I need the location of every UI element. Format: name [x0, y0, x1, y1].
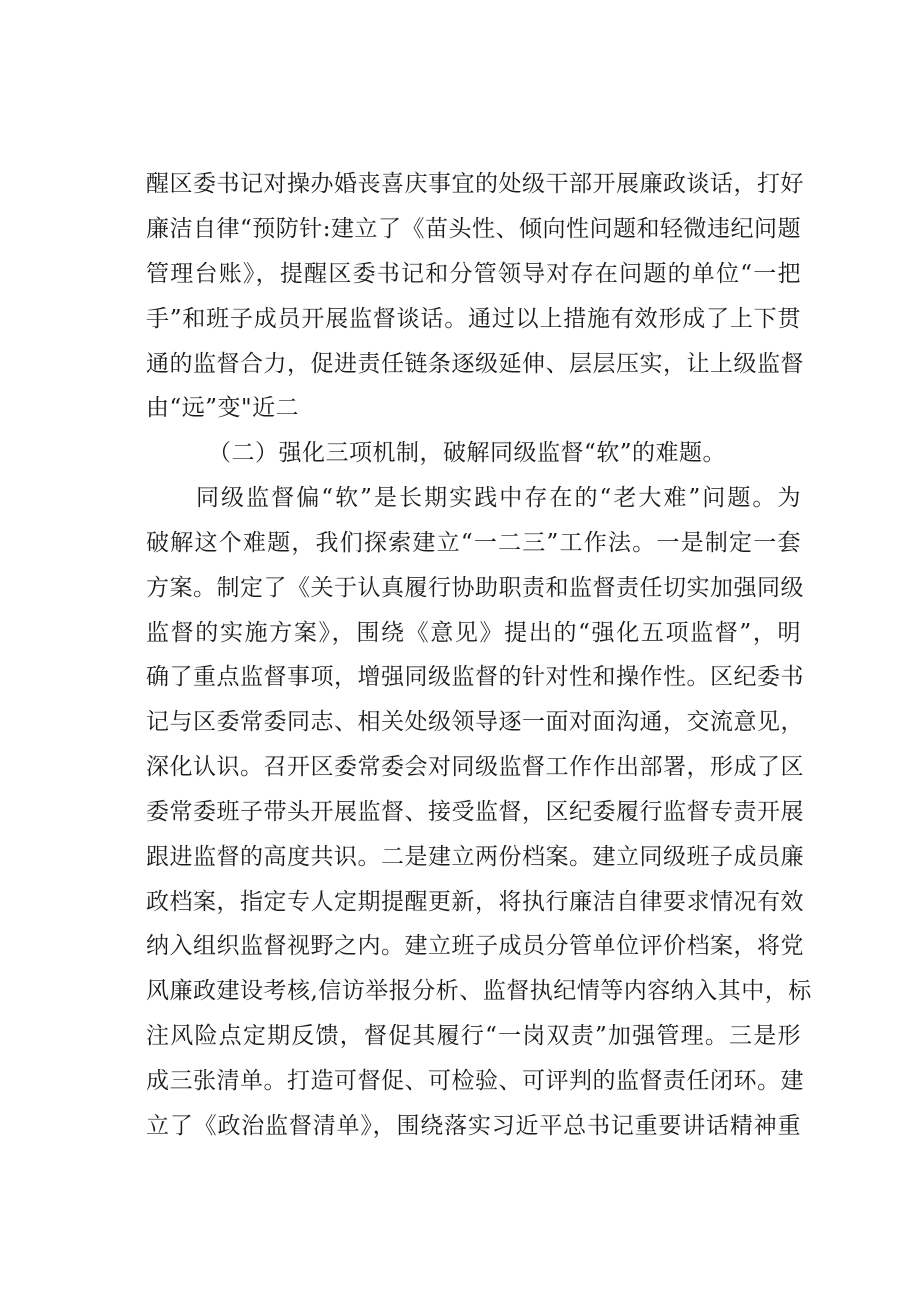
- text-line: 醒区委书记对操办婚丧喜庆事宜的处级干部开展廉政谈话，打好: [146, 171, 804, 197]
- text-line: 风廉政建设考核,信访举报分析、监督执纪情等内容纳入其中，标: [146, 978, 812, 1004]
- text-line: 通的监督合力，促进责任链条逐级延伸、层层压实，让上级监督: [146, 351, 804, 377]
- paragraph-first-line: 同级监督偏“软”是长期实践中存在的“老大难”问题。为: [196, 485, 801, 511]
- text-line: 成三张清单。打造可督促、可检验、可评判的监督责任闭环。建: [146, 1068, 804, 1094]
- text-line: 注风险点定期反馈，督促其履行“一岗双责”加强管理。三是形: [146, 1023, 801, 1049]
- text-line: 廉洁自律“预防针:建立了《苗头性、倾向性问题和轻微违纪问题: [146, 216, 802, 242]
- text-line: 破解这个难题，我们探索建立“一二三”工作法。一是制定一套: [146, 530, 801, 556]
- text-line: 政档案，指定专人定期提醒更新，将执行廉洁自律要求情况有效: [146, 889, 804, 915]
- text-line: 管理台账》，提醒区委书记和分管领导对存在问题的单位“一把: [146, 261, 801, 287]
- text-line: 纳入组织监督视野之内。建立班子成员分管单位评价档案，将党: [146, 933, 804, 959]
- text-line: 方案。制定了《关于认真履行协助职责和监督责任切实加强同级: [146, 575, 804, 601]
- text-line: 委常委班子带头开展监督、接受监督，区纪委履行监督专责开展: [146, 799, 804, 825]
- text-line: 由“远”变"近二: [146, 395, 300, 421]
- text-line: 深化认识。召开区委常委会对同级监督工作作出部署，形成了区: [146, 754, 804, 780]
- text-line: 立了《政治监督清单》，围绕落实习近平总书记重要讲话精神重: [146, 1113, 801, 1139]
- text-line: 跟进监督的高度共识。二是建立两份档案。建立同级班子成员廉: [146, 844, 804, 870]
- text-line: 确了重点监督事项，增强同级监督的针对性和操作性。区纪委书: [146, 664, 804, 690]
- text-line: 记与区委常委同志、相关处级领导逐一面对面沟通，交流意见，: [146, 709, 804, 735]
- text-line: 监督的实施方案》，围绕《意见》提出的“强化五项监督”，明: [146, 620, 801, 646]
- text-line: 手”和班子成员开展监督谈话。通过以上措施有效形成了上下贯: [146, 306, 801, 332]
- section-heading: （二）强化三项机制，破解同级监督“软”的难题。: [208, 440, 727, 466]
